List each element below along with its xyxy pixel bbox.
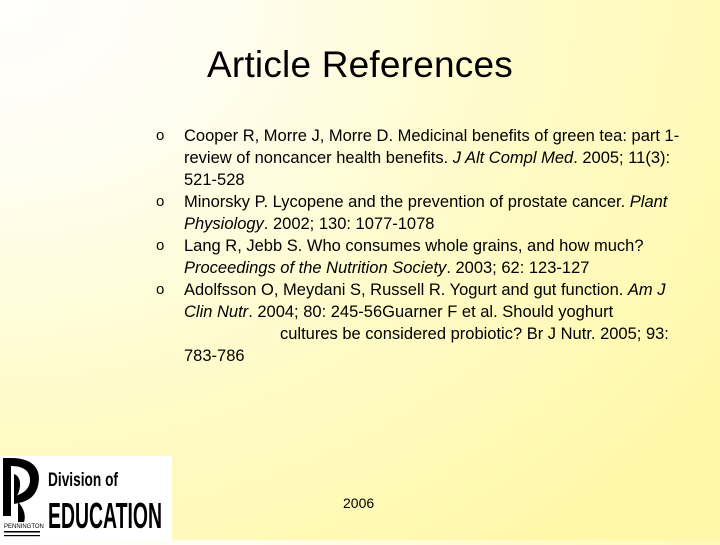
reference-item (156, 235, 696, 279)
reference-journal: J Alt Compl Med (452, 149, 574, 167)
logo-line1: Division of (48, 470, 119, 491)
bullet-icon: o (156, 237, 165, 254)
reference-text: Adolfsson O, Meydani S, Russell R. Yogurt and gut function. (184, 281, 628, 299)
reference-list (156, 125, 696, 367)
bullet-icon: o (156, 193, 165, 210)
reference-text: Minorsky P. Lycopene and the prevention of prostate cancer. (184, 193, 630, 211)
reference-citation-continued: cultures be considered probiotic? Br J Nutr. 2005; 93: 783-786 (184, 325, 669, 365)
reference-journal: Proceedings of the Nutrition Society (184, 259, 447, 277)
reference-citation: . 2004; 80: 245-56Guarner F et al. Should yoghurt (248, 303, 614, 321)
logo-line2: EDUCATION (48, 495, 162, 536)
reference-citation: . 2002; 130: 1077-1078 (263, 215, 435, 233)
reference-journal: Plant Physiology (184, 193, 668, 233)
reference-journal: Am J Clin Nutr (184, 281, 666, 321)
division-of-education-logo (0, 456, 172, 540)
reference-item (156, 279, 696, 367)
footer-year: 2006 (343, 495, 375, 511)
reference-citation: . 2003; 62: 123-127 (446, 259, 590, 277)
reference-item (156, 191, 696, 235)
reference-text: Lang R, Jebb S. Who consumes whole grains, and how much? (184, 237, 644, 255)
reference-item (156, 125, 696, 191)
reference-citation: . 2005; 11(3): 521-528 (184, 149, 671, 189)
slide-title: Article References (207, 44, 513, 85)
logo-mark (0, 456, 172, 540)
logo-small-text: PENNINGTON (4, 524, 44, 530)
bullet-icon: o (156, 127, 165, 144)
bullet-icon: o (156, 281, 165, 298)
reference-text: Cooper R, Morre J, Morre D. Medicinal benefits of green tea: part 1- review of noncancer health benefits. (184, 127, 680, 167)
